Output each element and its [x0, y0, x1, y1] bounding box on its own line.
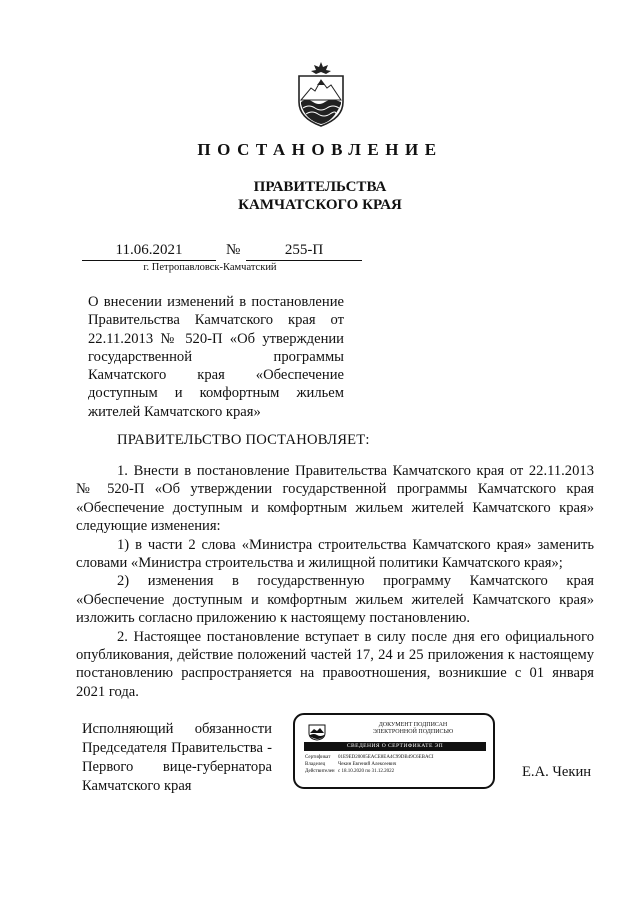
certificate-row — [305, 761, 396, 768]
document-body — [76, 462, 594, 701]
stamp-heading-line: ДОКУМЕНТ ПОДПИСАН — [378, 722, 448, 728]
position-line: Исполняющий обязанности — [82, 721, 272, 737]
row-value: с 18.10.2020 по 31.12.2022 — [338, 769, 395, 774]
subject-line: государственной программы — [88, 348, 344, 365]
certificate-row — [305, 754, 434, 761]
position-line: Камчатского края — [82, 778, 192, 794]
certificate-row — [305, 768, 394, 775]
certificate-info-bar: СВЕДЕНИЯ О СЕРТИФИКАТЕ ЭП — [304, 742, 486, 751]
document-subject — [88, 293, 344, 421]
issuer-heading — [0, 178, 640, 214]
row-label: Действителен — [305, 769, 335, 774]
issuer-line: ПРАВИТЕЛЬСТВА — [253, 179, 387, 195]
emblem-icon — [305, 723, 329, 741]
issuer-line: КАМЧАТСКОГО КРАЯ — [238, 197, 402, 213]
subject-line: Правительства Камчатского края от — [88, 312, 344, 329]
subject-line: 22.11.2013 № 520-П «Об утверждении — [88, 330, 344, 347]
position-line: Председателя Правительства - — [82, 740, 272, 756]
decree-statement: ПРАВИТЕЛЬСТВО ПОСТАНОВЛЯЕТ: — [117, 432, 370, 448]
paragraph: 1. Внести в постановление Правительства Камчатского края от 22.11.2013 № 520-П «Об утверждении государственной программы Камчатского края «Обеспечение доступным и комфортным жильем жителей Камчатского края» следующие изменения: — [76, 463, 594, 535]
position-line: Первого вице-губернатора — [82, 759, 272, 775]
electronic-signature-stamp — [293, 713, 495, 789]
kamchatka-coat-of-arms-icon — [293, 58, 349, 128]
document-date: 11.06.2021 — [82, 241, 216, 261]
number-sign: № — [226, 242, 241, 258]
stamp-heading — [353, 722, 473, 736]
subject-line: доступным и комфортным жильем — [88, 385, 344, 402]
subject-line: Камчатского края «Обеспечение — [88, 367, 344, 384]
row-value: 01E9ED20005EACE8EA4C99DB49C6EBACI — [338, 755, 434, 760]
paragraph: 2. Настоящее постановление вступает в силу после дня его официального опубликования, действие положений частей 17, 24 и 25 приложения к настоящему постановлению распространяется на правоотношения, возникшие с 01 января 2021 года. — [76, 628, 594, 700]
signatory-name: Е.А. Чекин — [522, 764, 592, 780]
signatory-position — [82, 720, 272, 796]
paragraph: 1) в части 2 слова «Министра строительства Камчатского края» заменить словами «Министра строительства и жилищной политики Камчатского края»; — [76, 536, 594, 572]
row-value: Чекин Евгений Алексеевич — [338, 762, 397, 767]
subject-line: жителей Камчатского края» — [88, 403, 261, 420]
subject-line: О внесении изменений в постановление — [88, 294, 344, 310]
document-type-heading: ПОСТАНОВЛЕНИЕ — [197, 140, 443, 159]
row-label: Владелец — [305, 762, 326, 767]
paragraph: 2) изменения в государственную программу Камчатского края «Обеспечение доступным и комфортным жильем жителей Камчатского края» изложить согласно приложению к настоящему постановлению. — [76, 573, 594, 627]
row-label: Сертификат — [305, 755, 331, 760]
stamp-heading-line: ЭЛЕКТРОННОЙ ПОДПИСЬЮ — [372, 729, 454, 735]
issue-city: г. Петропавловск-Камчатский — [143, 262, 277, 273]
document-number: 255-П — [246, 241, 362, 261]
